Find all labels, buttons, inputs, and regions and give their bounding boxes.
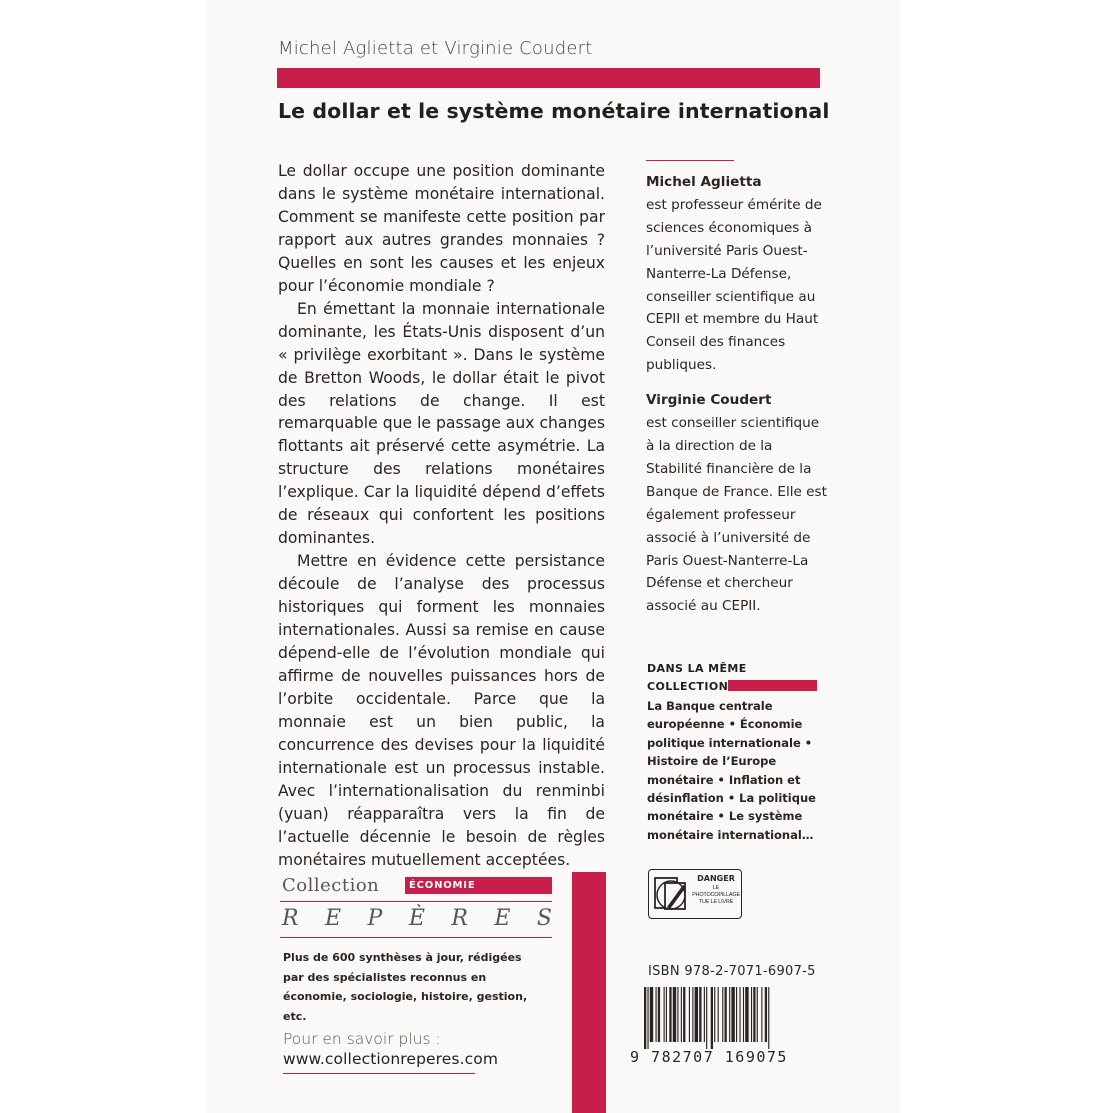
barcode-bar: [743, 987, 744, 1042]
bio-rule: [646, 160, 734, 161]
barcode-bar: [656, 987, 657, 1042]
barcode-digits: 9 782707 169075: [630, 1048, 788, 1066]
barcode-bar: [722, 987, 723, 1042]
barcode-bar: [751, 987, 752, 1042]
blurb-paragraph-1: Le dollar occupe une position dominante dans le système monétaire international. Comment se manifeste cette position par rapport aux autres grandes monnaies ? Quelles en sont les causes et les enjeux pour l’économie mondiale ?: [278, 162, 605, 295]
barcode-bar: [768, 987, 769, 1049]
authors: Michel Aglietta et Virginie Coudert: [278, 38, 593, 59]
series-letter: È: [408, 906, 425, 931]
barcode-bar: [666, 987, 667, 1042]
bio-name: Michel Aglietta: [646, 174, 762, 190]
bio-aglietta: [646, 171, 831, 377]
barcode-bar: [729, 987, 730, 1042]
website-link[interactable]: www.collectionreperes.com: [283, 1050, 499, 1068]
book-title: Le dollar et le système monétaire international: [278, 99, 830, 123]
header-accent-bar: [277, 68, 820, 88]
barcode-bar: [745, 987, 748, 1042]
author-bios: [646, 171, 831, 618]
isbn-label: ISBN 978-2-7071-6907-5: [648, 964, 816, 979]
same-collection-bar: [728, 680, 817, 691]
collection-rule-bottom: [280, 937, 552, 938]
danger-photocopy-logo: [648, 869, 742, 919]
collection-rule-top: [280, 901, 552, 902]
barcode-bar: [736, 987, 737, 1042]
series-name: [282, 906, 552, 931]
barcode-bar: [664, 987, 665, 1042]
barcode-bar: [681, 987, 682, 1042]
bio-text: est professeur émérite de sciences économiques à l’université Paris Ouest-Nanterre-La Défense, conseiller scientifique au CEPII et membre du Haut Conseil des finances publiques.: [646, 196, 822, 374]
bio-coudert: [646, 389, 831, 618]
barcode-bar: [704, 987, 705, 1042]
collection-badge: ÉCONOMIE: [405, 877, 552, 894]
barcode-bar: [739, 987, 740, 1042]
barcode-bar: [644, 987, 646, 1049]
danger-subtitle: [692, 885, 740, 906]
series-letter: R: [282, 906, 299, 931]
danger-line: LE: [712, 885, 720, 891]
barcode-bar: [753, 987, 755, 1042]
barcode-bar: [711, 987, 713, 1049]
barcode-bar: [706, 987, 707, 1049]
collection-label: Collection: [282, 875, 380, 896]
barcode-bar: [718, 987, 719, 1042]
website-underline: [283, 1073, 475, 1074]
barcode-bar: [683, 987, 685, 1042]
series-letter: S: [536, 906, 552, 931]
barcode-bar: [650, 987, 653, 1042]
danger-line: TUE LE LIVRE: [698, 899, 734, 905]
series-letter: R: [451, 906, 468, 931]
no-photocopy-icon: [653, 875, 689, 913]
barcode-bar: [658, 987, 660, 1042]
barcode-bar: [731, 987, 734, 1042]
barcode-bar: [695, 987, 698, 1042]
barcode-bar: [757, 987, 758, 1042]
barcode-bar: [689, 987, 690, 1042]
barcode-bar: [692, 987, 693, 1042]
barcode-bar: [714, 987, 715, 1042]
danger-title: DANGER: [697, 874, 735, 883]
bio-text: est conseiller scientifique à la direction de la Stabilité financière de la Banque de France. Elle est également professeur associé à l’université de Paris Ouest-Nanterre-La Défense et chercheur associé au CEPII.: [646, 415, 827, 615]
barcode-bar: [699, 987, 701, 1042]
learn-more-label: Pour en savoir plus :: [283, 1030, 441, 1048]
vertical-accent-bar: [572, 872, 606, 1113]
blurb-paragraph-3: Mettre en évidence cette persistance découle de l’analyse des processus historiques qui forment les monnaies internationales. Aussi sa remise en cause dépend-elle de l’évolution mondiale qui affirme de nouvelles puissances hors de l’orbite occidentale. Parce que la monnaie est un bien public, la concurrence des devises pour la liquidité internationale est un processus instable. Avec l’internationalisation du renminbi (yuan) réapparaîtra vers la fin de l’actuelle décennie le besoin de règles monétaires mutuellement acceptées.: [278, 552, 605, 869]
barcode-bar: [725, 987, 727, 1042]
series-letter: E: [494, 906, 511, 931]
barcode-bar: [677, 987, 678, 1042]
same-collection-heading-line1: DANS LA MÊME: [647, 662, 747, 675]
blurb-paragraph-2: En émettant la monnaie internationale dominante, les États-Unis disposent d’un « privilège exorbitant ». Dans le système de Bretton Woods, le dollar était le pivot des relations de change. Il est remarquable que le passage aux changes flottants ait préservé cette asymétrie. La structure des relations monétaires l’explique. Car la liquidité dépend d’effets de réseaux qui confortent les positions dominantes.: [278, 299, 605, 548]
same-collection-heading-line2: COLLECTION: [647, 680, 729, 693]
barcode-bar: [669, 987, 671, 1042]
barcode-bar: [761, 987, 762, 1042]
collection-description: Plus de 600 synthèses à jour, rédigées par des spécialistes reconnus en économie, sociologie, histoire, gestion, etc.: [283, 951, 528, 1023]
barcode-bar: [647, 987, 648, 1049]
series-letter: P: [367, 906, 383, 931]
barcode-bar: [673, 987, 676, 1042]
bio-name: Virginie Coudert: [646, 392, 772, 409]
barcode-bar: [765, 987, 767, 1042]
barcode: [644, 987, 804, 1049]
blurb: [278, 160, 605, 872]
danger-line: PHOTOCOPILLAGE: [692, 892, 740, 898]
danger-text: [692, 875, 740, 906]
same-collection-list: La Banque centrale européenne • Économie politique internationale • Histoire de l’Europe monétaire • Inflation et désinflation • La politique monétaire • Le système monétaire international…: [647, 699, 816, 842]
series-letter: E: [325, 906, 342, 931]
